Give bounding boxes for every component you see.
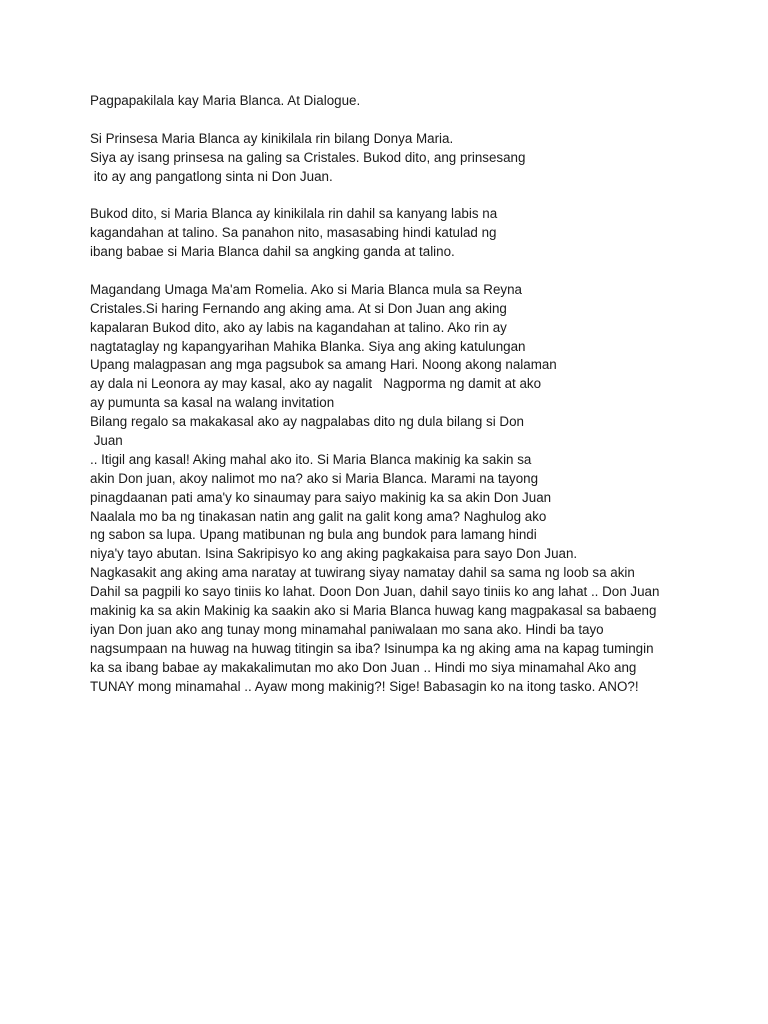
text-line: Naalala mo ba ng tinakasan natin ang galit na galit kong ama? Naghulog ako — [90, 508, 547, 524]
paragraph-intro — [90, 130, 730, 187]
text-line: TUNAY mong minamahal .. Ayaw mong makinig?! Sige! Babasagin ko na itong tasko. ANO?! — [90, 678, 639, 694]
text-line: akin Don juan, akoy nalimot mo na? ako si Maria Blanca. Marami na tayong — [90, 470, 539, 486]
text-line: Juan — [90, 433, 123, 449]
text-line: nagsumpaan na huwag na huwag titingin sa iba? Isinumpa ka ng aking ama na kapag tumingin — [90, 640, 654, 656]
paragraph-spacer — [90, 262, 730, 281]
paragraph-dialogue — [90, 281, 730, 697]
text-line: makinig ka sa akin Makinig ka saakin ako si Maria Blanca huwag kang magpakasal sa babaeng — [90, 603, 657, 619]
text-line: Siya ay isang prinsesa na galing sa Cristales. Bukod dito, ang prinsesang — [90, 149, 526, 165]
paragraph-spacer — [90, 186, 730, 205]
text-line: kagandahan at talino. Sa panahon nito, masasabing hindi katulad ng — [90, 225, 497, 241]
text-line: Nagkasakit ang aking ama naratay at tuwirang siyay namatay dahil sa sama ng loob sa akin — [90, 565, 635, 581]
text-line: .. Itigil ang kasal! Aking mahal ako ito. Si Maria Blanca makinig ka sakin sa — [90, 451, 532, 467]
text-line: iyan Don juan ako ang tunay mong minamahal paniwalaan mo sana ako. Hindi ba tayo — [90, 621, 604, 637]
text-line: ibang babae si Maria Blanca dahil sa angking ganda at talino. — [90, 244, 455, 260]
text-line: Dahil sa pagpili ko sayo tiniis ko lahat. Doon Don Juan, dahil sayo tiniis ko ang lahat .. Don Juan — [90, 584, 660, 600]
paragraph-description — [90, 205, 730, 262]
text-line: Magandang Umaga Ma'am Romelia. Ako si Maria Blanca mula sa Reyna — [90, 281, 523, 297]
text-line: Bukod dito, si Maria Blanca ay kinikilala rin dahil sa kanyang labis na — [90, 206, 498, 222]
text-line: ito ay ang pangatlong sinta ni Don Juan. — [90, 168, 333, 184]
text-line: nagtataglay ng kapangyarihan Mahika Blanka. Siya ang aking katulungan — [90, 338, 526, 354]
text-line: ay dala ni Leonora ay may kasal, ako ay nagalit Nagporma ng damit at ako — [90, 376, 542, 392]
text-line: Upang malagpasan ang mga pagsubok sa amang Hari. Noong akong nalaman — [90, 357, 557, 373]
document-page — [90, 92, 730, 697]
text-line: ka sa ibang babae ay makakalimutan mo ako Don Juan .. Hindi mo siya minamahal Ako ang — [90, 659, 637, 675]
text-line: kapalaran Bukod dito, ako ay labis na kagandahan at talino. Ako rin ay — [90, 319, 507, 335]
text-line: niya'y tayo abutan. Isina Sakripisyo ko ang aking pagkakaisa para sayo Don Juan. — [90, 546, 578, 562]
paragraph-spacer — [90, 111, 730, 130]
text-line: Bilang regalo sa makakasal ako ay nagpalabas dito ng dula bilang si Don — [90, 414, 524, 430]
text-line: pinagdaanan pati ama'y ko sinaumay para saiyo makinig ka sa akin Don Juan — [90, 489, 552, 505]
text-line: Si Prinsesa Maria Blanca ay kinikilala rin bilang Donya Maria. — [90, 130, 454, 146]
text-line: ay pumunta sa kasal na walang invitation — [90, 395, 335, 411]
document-title: Pagpapakilala kay Maria Blanca. At Dialogue. — [90, 93, 361, 108]
text-line: Cristales.Si haring Fernando ang aking ama. At si Don Juan ang aking — [90, 300, 507, 316]
text-line: ng sabon sa lupa. Upang matibunan ng bula ang bundok para lamang hindi — [90, 527, 537, 543]
